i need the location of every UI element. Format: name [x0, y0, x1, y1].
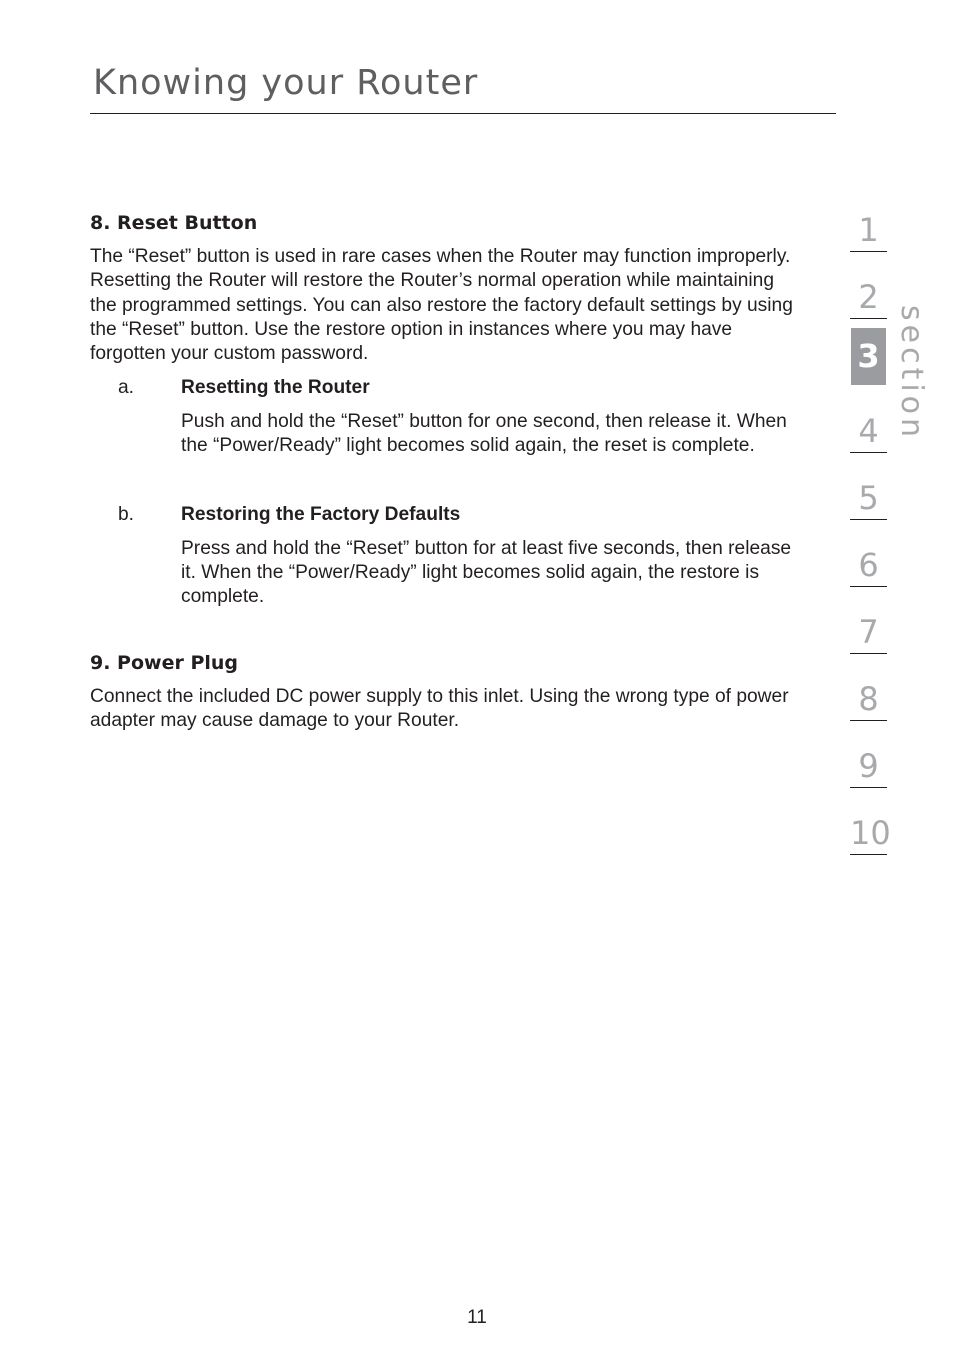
section-nav-item-10[interactable] — [850, 789, 891, 855]
section-nav-item-1[interactable] — [850, 186, 887, 252]
main-content — [90, 212, 805, 733]
page-title: Knowing your Router — [93, 63, 479, 103]
section-nav-number: 10 — [850, 814, 891, 852]
section-nav-item-7[interactable] — [850, 588, 887, 654]
subitem-title: Resetting the Router — [181, 376, 370, 398]
subitem-label: b. — [118, 503, 135, 525]
section-nav-item-3[interactable] — [850, 320, 887, 386]
section-nav-item-6[interactable] — [850, 521, 887, 587]
subitem-resetting-router — [118, 376, 805, 459]
section-nav-number: 2 — [858, 278, 879, 316]
section-reset-button — [90, 212, 805, 610]
section-nav-number: 9 — [858, 747, 879, 785]
subitem-restoring-defaults — [118, 503, 805, 610]
reset-description: The “Reset” button is used in rare cases when the Router may function improperly. Resetting the Router will restore the Router’s normal operation while maintaining the programmed settings. You can also restore the factory default settings by using the “Reset” button. Use the restore option in instances where you may have forgotten your custom password. — [90, 245, 793, 365]
section-nav — [850, 186, 891, 856]
section-nav-number: 5 — [858, 479, 879, 517]
section-nav-number: 7 — [858, 613, 879, 651]
section-nav-number: 1 — [858, 211, 879, 249]
section-word: section — [894, 305, 929, 442]
section-nav-number: 6 — [858, 546, 879, 584]
subitem-title: Restoring the Factory Defaults — [181, 503, 461, 525]
subitem-body: Push and hold the “Reset” button for one second, then release it. When the “Power/Ready” light becomes solid again, the reset is complete. — [181, 410, 787, 457]
section-nav-item-8[interactable] — [850, 655, 887, 721]
section-nav-number: 8 — [858, 680, 879, 718]
section-nav-item-4[interactable] — [850, 387, 887, 453]
section-nav-item-5[interactable] — [850, 454, 887, 520]
section-nav-item-9[interactable] — [850, 722, 887, 788]
subitem-body: Press and hold the “Reset” button for at least five seconds, then release it. When the “Power/Ready” light becomes solid again, the restore is complete. — [181, 537, 792, 608]
section-nav-number: 3 — [851, 328, 886, 385]
section-heading-power: 9. Power Plug — [90, 651, 239, 674]
power-description: Connect the included DC power supply to this inlet. Using the wrong type of power adapter may cause damage to your Router. — [90, 685, 789, 732]
section-nav-number: 4 — [858, 412, 879, 450]
page-header — [90, 62, 836, 114]
section-heading-reset: 8. Reset Button — [90, 212, 258, 234]
subitem-label: a. — [118, 376, 135, 398]
section-power-plug — [90, 652, 805, 734]
section-nav-item-2[interactable] — [850, 253, 887, 319]
page-number: 11 — [467, 1307, 487, 1328]
